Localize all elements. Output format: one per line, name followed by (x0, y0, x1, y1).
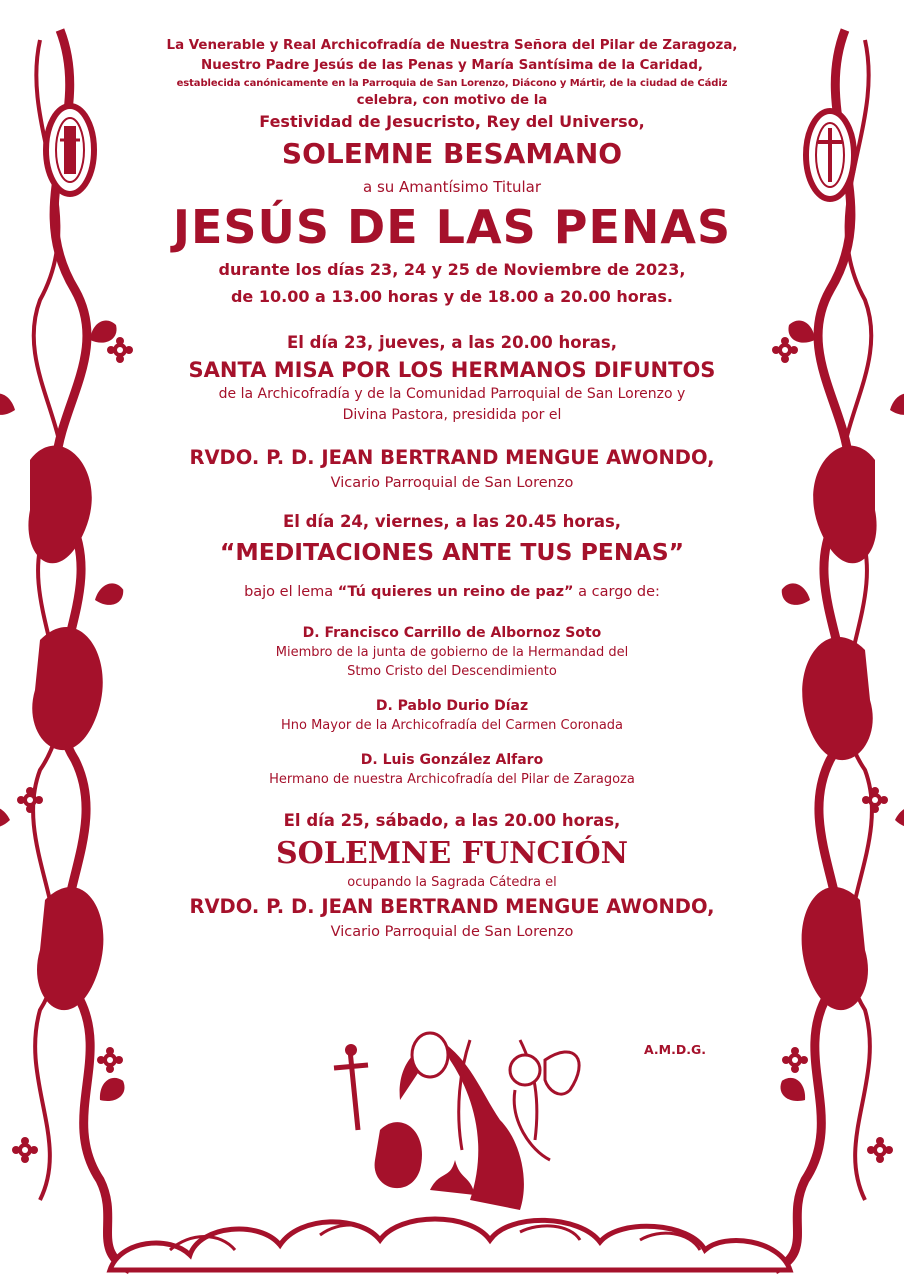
day25-description: ocupando la Sagrada Cátedra el (347, 875, 557, 890)
day24-motto-line (130, 581, 774, 603)
day25-celebrant: RVDO. P. D. JEAN BERTRAND MENGUE AWONDO, (189, 895, 715, 918)
day23-heading: El día 23, jueves, a las 20.00 horas, (287, 333, 617, 352)
brotherhood-name-line1: La Venerable y Real Archicofradía de Nuestra Señora del Pilar de Zaragoza, (166, 38, 738, 53)
titular-name: JESÚS DE LAS PENAS (172, 200, 732, 254)
speaker-2-role: Hno Mayor de la Archicofradía del Carmen Coronada (280, 718, 624, 733)
day23-description-2: Divina Pastora, presidida por el (342, 407, 562, 423)
day24-heading: El día 24, viernes, a las 20.45 horas, (282, 512, 622, 531)
day25-heading: El día 25, sábado, a las 20.00 horas, (283, 811, 621, 830)
brotherhood-location: establecida canónicamente en la Parroquia de San Lorenzo, Diácono y Mártir, de la ciudad de Cádiz (176, 78, 728, 89)
day25-celebrant-role: Vicario Parroquial de San Lorenzo (330, 924, 574, 940)
titular-intro: a su Amantísimo Titular (363, 178, 541, 196)
day23-title: SANTA MISA POR LOS HERMANOS DIFUNTOS (188, 358, 716, 382)
cross-icon (806, 111, 854, 199)
event-dates: durante los días 23, 24 y 25 de Noviembre de 2023, (218, 260, 686, 279)
festivity-name: Festividad de Jesucristo, Rey del Universo, (259, 112, 645, 131)
jhs-monogram-icon (46, 106, 94, 194)
brotherhood-name-line2: Nuestro Padre Jesús de las Penas y María Santísima de la Caridad, (201, 58, 703, 73)
day24-title: “MEDITACIONES ANTE TUS PENAS” (219, 538, 685, 566)
motto-suffix: a cargo de: (573, 584, 660, 600)
speaker-3-role: Hermano de nuestra Archicofradía del Pilar de Zaragoza (269, 772, 635, 787)
right-ornamental-border (772, 30, 904, 1270)
left-ornamental-border (0, 30, 133, 1270)
day23-celebrant-role: Vicario Parroquial de San Lorenzo (330, 475, 574, 491)
speaker-3-name: D. Luis González Alfaro (360, 752, 544, 768)
event-title: SOLEMNE BESAMANO (281, 137, 623, 170)
poster-text (130, 36, 774, 943)
motto-prefix: bajo el lema (244, 584, 338, 600)
day23-description-1: de la Archicofradía y de la Comunidad Parroquial de San Lorenzo y (218, 386, 686, 402)
speaker-1-role-1: Miembro de la junta de gobierno de la Hermandad del (275, 645, 629, 660)
day25-title: SOLEMNE FUNCIÓN (275, 836, 629, 871)
speaker-2-name: D. Pablo Durio Díaz (375, 698, 529, 714)
event-hours: de 10.00 a 13.00 horas y de 18.00 a 20.00 horas. (230, 287, 674, 306)
speaker-1-role-2: Stmo Cristo del Descendimiento (347, 664, 557, 679)
amdg-signature: A.M.D.G. (644, 1042, 706, 1057)
bottom-religious-scene (110, 1033, 790, 1270)
celebrates-text: celebra, con motivo de la (356, 93, 548, 108)
day23-celebrant: RVDO. P. D. JEAN BERTRAND MENGUE AWONDO, (189, 446, 715, 469)
speaker-1-name: D. Francisco Carrillo de Albornoz Soto (302, 625, 602, 641)
motto-text: “Tú quieres un reino de paz” (337, 584, 574, 600)
